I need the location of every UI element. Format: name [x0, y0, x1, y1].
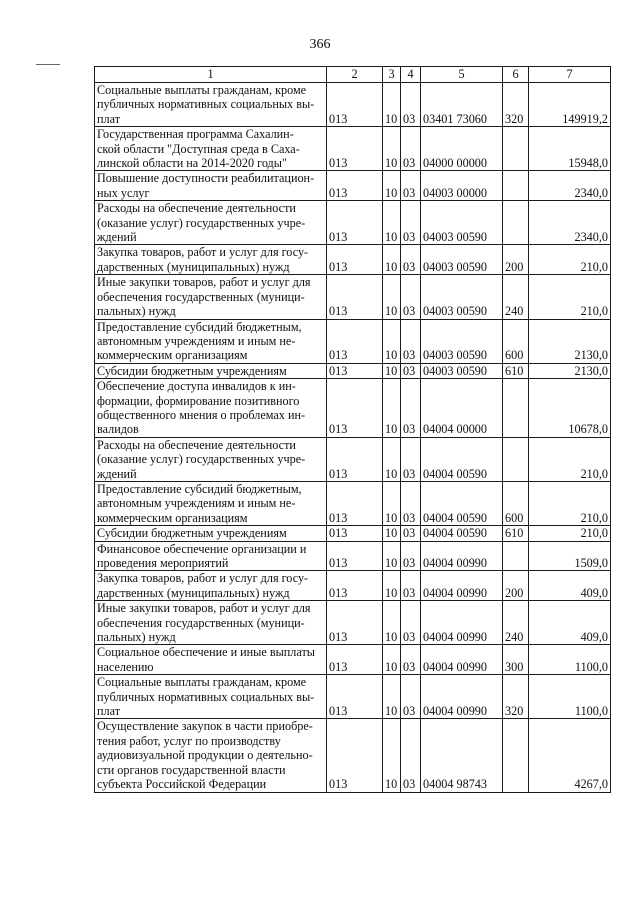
row-amount: 210,0 — [529, 245, 611, 275]
row-code-target: 04003 00000 — [421, 171, 503, 201]
row-code-target: 04004 00990 — [421, 571, 503, 601]
row-code-expense-type — [503, 127, 529, 171]
row-amount: 409,0 — [529, 571, 611, 601]
row-amount: 210,0 — [529, 275, 611, 319]
row-code-expense-type: 610 — [503, 363, 529, 378]
row-code-section: 10 — [383, 481, 401, 525]
row-code-section: 10 — [383, 719, 401, 792]
row-amount: 4267,0 — [529, 719, 611, 792]
budget-table — [94, 66, 611, 793]
row-code-admin: 013 — [327, 719, 383, 792]
row-amount: 1509,0 — [529, 541, 611, 571]
row-code-section: 10 — [383, 526, 401, 541]
row-code-section: 10 — [383, 171, 401, 201]
row-code-section: 10 — [383, 201, 401, 245]
row-code-subsection: 03 — [401, 645, 421, 675]
row-amount: 15948,0 — [529, 127, 611, 171]
row-code-expense-type — [503, 379, 529, 438]
row-code-section: 10 — [383, 645, 401, 675]
row-code-admin: 013 — [327, 275, 383, 319]
row-code-subsection: 03 — [401, 601, 421, 645]
row-name: Социальные выплаты гражданам, кроме публичных нормативных социальных вы- плат — [95, 83, 327, 127]
row-code-subsection: 03 — [401, 675, 421, 719]
row-code-expense-type — [503, 201, 529, 245]
row-code-target: 04003 00590 — [421, 363, 503, 378]
table-row — [95, 319, 611, 363]
row-code-target: 03401 73060 — [421, 83, 503, 127]
row-name: Государственная программа Сахалин- ской области "Доступная среда в Саха- линской области на 2014-2020 годы" — [95, 127, 327, 171]
row-code-subsection: 03 — [401, 363, 421, 378]
row-code-subsection: 03 — [401, 481, 421, 525]
row-code-expense-type — [503, 719, 529, 792]
row-amount: 2340,0 — [529, 201, 611, 245]
row-name: Иные закупки товаров, работ и услуг для обеспечения государственных (муници- пальных) нужд — [95, 601, 327, 645]
row-amount: 210,0 — [529, 481, 611, 525]
row-name: Субсидии бюджетным учреждениям — [95, 526, 327, 541]
row-code-target: 04000 00000 — [421, 127, 503, 171]
row-code-section: 10 — [383, 601, 401, 645]
row-code-expense-type: 200 — [503, 571, 529, 601]
row-code-target: 04003 00590 — [421, 275, 503, 319]
row-amount: 10678,0 — [529, 379, 611, 438]
row-code-subsection: 03 — [401, 719, 421, 792]
row-code-subsection: 03 — [401, 571, 421, 601]
table-row — [95, 275, 611, 319]
table-row — [95, 363, 611, 378]
row-code-subsection: 03 — [401, 83, 421, 127]
row-code-subsection: 03 — [401, 171, 421, 201]
row-code-target: 04004 00590 — [421, 437, 503, 481]
row-code-expense-type: 600 — [503, 319, 529, 363]
row-amount: 2130,0 — [529, 363, 611, 378]
row-code-expense-type — [503, 541, 529, 571]
row-code-section: 10 — [383, 675, 401, 719]
row-amount: 1100,0 — [529, 645, 611, 675]
row-code-admin: 013 — [327, 437, 383, 481]
row-name: Социальные выплаты гражданам, кроме публичных нормативных социальных вы- плат — [95, 675, 327, 719]
row-code-admin: 013 — [327, 481, 383, 525]
row-code-target: 04003 00590 — [421, 319, 503, 363]
column-header: 1 — [95, 67, 327, 83]
row-code-section: 10 — [383, 571, 401, 601]
row-code-subsection: 03 — [401, 526, 421, 541]
row-code-subsection: 03 — [401, 127, 421, 171]
row-name: Закупка товаров, работ и услуг для госу- дарственных (муниципальных) нужд — [95, 571, 327, 601]
table-row — [95, 601, 611, 645]
row-code-target: 04004 00990 — [421, 601, 503, 645]
column-header: 5 — [421, 67, 503, 83]
table-row — [95, 541, 611, 571]
row-name: Обеспечение доступа инвалидов к ин- формации, формирование позитивного общественного мнения о проблемах ин- валидов — [95, 379, 327, 438]
row-amount: 210,0 — [529, 437, 611, 481]
row-code-admin: 013 — [327, 363, 383, 378]
table-body — [95, 83, 611, 793]
table-row — [95, 481, 611, 525]
table-row — [95, 379, 611, 438]
row-name: Субсидии бюджетным учреждениям — [95, 363, 327, 378]
row-code-expense-type — [503, 437, 529, 481]
row-code-expense-type: 600 — [503, 481, 529, 525]
row-code-subsection: 03 — [401, 275, 421, 319]
row-code-expense-type: 240 — [503, 275, 529, 319]
row-code-admin: 013 — [327, 83, 383, 127]
margin-mark — [36, 64, 60, 65]
table-row — [95, 719, 611, 792]
row-name: Повышение доступности реабилитацион- ных услуг — [95, 171, 327, 201]
row-code-section: 10 — [383, 83, 401, 127]
column-header: 3 — [383, 67, 401, 83]
row-code-expense-type: 610 — [503, 526, 529, 541]
table-header-row — [95, 67, 611, 83]
row-code-expense-type: 240 — [503, 601, 529, 645]
row-code-expense-type: 320 — [503, 83, 529, 127]
row-code-section: 10 — [383, 541, 401, 571]
table-row — [95, 675, 611, 719]
page-number: 366 — [309, 37, 331, 52]
table-row — [95, 127, 611, 171]
row-code-admin: 013 — [327, 675, 383, 719]
table-row — [95, 245, 611, 275]
row-amount: 149919,2 — [529, 83, 611, 127]
row-code-section: 10 — [383, 275, 401, 319]
row-code-target: 04004 98743 — [421, 719, 503, 792]
table-row — [95, 83, 611, 127]
row-code-admin: 013 — [327, 379, 383, 438]
row-name: Закупка товаров, работ и услуг для госу- дарственных (муниципальных) нужд — [95, 245, 327, 275]
table-row — [95, 526, 611, 541]
column-header: 2 — [327, 67, 383, 83]
row-name: Осуществление закупок в части приобре- тения работ, услуг по производству аудиовизуальной продукции о деятельно- сти органов государственной власти субъекта Российской Федерации — [95, 719, 327, 792]
row-name: Предоставление субсидий бюджетным, автономным учреждениям и иным не- коммерческим организациям — [95, 319, 327, 363]
row-code-expense-type — [503, 171, 529, 201]
row-code-subsection: 03 — [401, 541, 421, 571]
row-code-admin: 013 — [327, 645, 383, 675]
row-code-section: 10 — [383, 379, 401, 438]
column-header: 4 — [401, 67, 421, 83]
table-row — [95, 645, 611, 675]
row-code-admin: 013 — [327, 127, 383, 171]
row-code-subsection: 03 — [401, 245, 421, 275]
row-name: Финансовое обеспечение организации и проведения мероприятий — [95, 541, 327, 571]
row-code-subsection: 03 — [401, 319, 421, 363]
column-header: 6 — [503, 67, 529, 83]
row-code-target: 04003 00590 — [421, 245, 503, 275]
row-code-admin: 013 — [327, 541, 383, 571]
row-code-target: 04004 00990 — [421, 675, 503, 719]
row-code-section: 10 — [383, 245, 401, 275]
row-code-section: 10 — [383, 127, 401, 171]
row-code-section: 10 — [383, 437, 401, 481]
table-row — [95, 571, 611, 601]
row-code-target: 04004 00000 — [421, 379, 503, 438]
row-name: Расходы на обеспечение деятельности (оказание услуг) государственных учре- ждений — [95, 437, 327, 481]
row-code-admin: 013 — [327, 571, 383, 601]
row-code-target: 04004 00990 — [421, 541, 503, 571]
row-code-target: 04004 00590 — [421, 526, 503, 541]
table-row — [95, 437, 611, 481]
row-code-admin: 013 — [327, 171, 383, 201]
row-code-expense-type: 320 — [503, 675, 529, 719]
row-name: Расходы на обеспечение деятельности (оказание услуг) государственных учре- ждений — [95, 201, 327, 245]
column-header: 7 — [529, 67, 611, 83]
row-code-expense-type: 300 — [503, 645, 529, 675]
row-code-admin: 013 — [327, 201, 383, 245]
row-code-subsection: 03 — [401, 379, 421, 438]
table-row — [95, 171, 611, 201]
row-code-admin: 013 — [327, 319, 383, 363]
row-code-expense-type: 200 — [503, 245, 529, 275]
row-code-target: 04003 00590 — [421, 201, 503, 245]
row-name: Предоставление субсидий бюджетным, автономным учреждениям и иным не- коммерческим организациям — [95, 481, 327, 525]
row-amount: 1100,0 — [529, 675, 611, 719]
row-amount: 2340,0 — [529, 171, 611, 201]
row-name: Социальное обеспечение и иные выплаты населению — [95, 645, 327, 675]
table-row — [95, 201, 611, 245]
row-code-subsection: 03 — [401, 437, 421, 481]
row-code-section: 10 — [383, 319, 401, 363]
row-code-admin: 013 — [327, 245, 383, 275]
row-code-subsection: 03 — [401, 201, 421, 245]
row-code-admin: 013 — [327, 601, 383, 645]
row-code-target: 04004 00990 — [421, 645, 503, 675]
row-amount: 210,0 — [529, 526, 611, 541]
row-name: Иные закупки товаров, работ и услуг для обеспечения государственных (муници- пальных) нужд — [95, 275, 327, 319]
row-amount: 2130,0 — [529, 319, 611, 363]
row-amount: 409,0 — [529, 601, 611, 645]
row-code-admin: 013 — [327, 526, 383, 541]
row-code-target: 04004 00590 — [421, 481, 503, 525]
row-code-section: 10 — [383, 363, 401, 378]
